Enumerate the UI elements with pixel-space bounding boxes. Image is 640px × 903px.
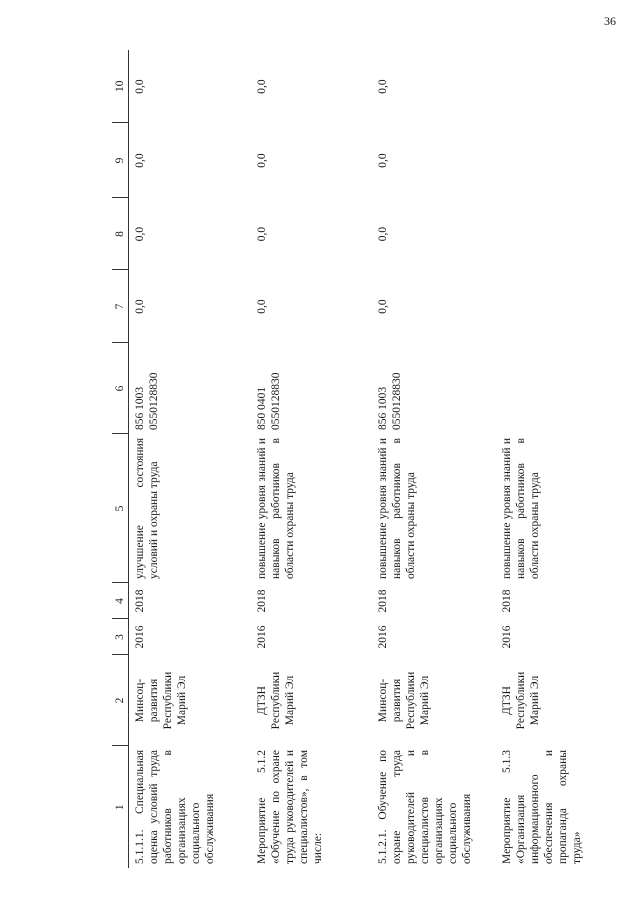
end-year: 2018 — [377, 589, 390, 613]
expected-result: улучшение состояния условий и охраны труда — [134, 438, 160, 579]
value-col-10 — [496, 50, 618, 123]
column-header: 1 — [112, 746, 129, 868]
start-year: 2016 — [134, 625, 146, 649]
value-col-9: 0,0 — [134, 153, 146, 168]
executor: ДТЗН Республики Марий Эл — [501, 671, 542, 730]
expected-result: повышение уровня знаний и навыков работников в области охраны труда — [255, 438, 296, 579]
end-year: 2018 — [255, 589, 268, 613]
value-col-10: 0,0 — [377, 79, 390, 94]
page-number: 36 — [604, 14, 616, 28]
value-col-8: 0,0 — [134, 226, 146, 242]
table-row — [251, 50, 373, 868]
start-year: 2016 — [255, 625, 268, 649]
measure-name: 5.1.1.1. Специальная оценка условий труда работников в организациях социального обслуживания — [134, 750, 216, 864]
start-year: 2016 — [501, 625, 514, 649]
measure-name: 5.1.2.1. Обучение по охране труда руководителей и специалистов в организациях социального обслуживания — [377, 750, 474, 864]
value-col-10: 0,0 — [255, 79, 268, 94]
executor: Минсоц-развития Республики Марий Эл — [377, 671, 432, 730]
column-header: 7 — [112, 270, 129, 343]
value-col-8: 0,0 — [255, 226, 268, 242]
start-year: 2016 — [377, 625, 390, 649]
column-header: 8 — [112, 198, 129, 270]
value-col-7 — [496, 270, 618, 343]
budget-code: 856 1003 0550128830 — [377, 372, 404, 430]
value-col-10: 0,0 — [134, 79, 146, 94]
expected-result: повышение уровня знаний и навыков работников в области охраны труда — [377, 438, 418, 579]
table-row — [129, 50, 251, 868]
column-header: 5 — [112, 434, 129, 583]
value-col-7: 0,0 — [255, 299, 268, 314]
column-number-row — [112, 50, 129, 868]
budget-code: 850 0401 0550128830 — [255, 372, 282, 430]
program-table — [112, 50, 618, 868]
value-col-9: 0,0 — [377, 153, 390, 168]
value-col-9 — [496, 123, 618, 198]
column-header: 9 — [112, 123, 129, 198]
expected-result: повышение уровня знаний и навыков работников в области охраны труда — [501, 438, 542, 579]
measure-name: Мероприятие 5.1.2 «Обучение по охране труда руководителей и специалистов», в том числе: — [255, 750, 324, 864]
budget-code: 856 1003 0550128830 — [134, 372, 160, 430]
value-col-8: 0,0 — [377, 226, 390, 242]
column-header: 4 — [112, 583, 129, 619]
table-row — [372, 50, 496, 868]
value-col-7: 0,0 — [134, 299, 146, 314]
column-header: 10 — [112, 50, 129, 123]
table-row — [496, 50, 618, 868]
column-header: 2 — [112, 655, 129, 746]
executor: ДТЗН Республики Марий Эл — [255, 671, 296, 730]
budget-code — [496, 343, 618, 434]
measure-name: Мероприятие 5.1.3 «Организация информационного обеспечения и пропаганда охраны труда» — [501, 750, 584, 864]
end-year: 2018 — [134, 589, 146, 613]
value-col-9: 0,0 — [255, 153, 268, 168]
rotated-table-container — [112, 50, 618, 868]
executor: Минсоц-развития Республики Марий Эл — [134, 671, 188, 730]
column-header: 6 — [112, 343, 129, 434]
end-year: 2018 — [501, 589, 514, 613]
column-header: 3 — [112, 619, 129, 655]
value-col-7: 0,0 — [377, 299, 390, 314]
value-col-8 — [496, 198, 618, 270]
